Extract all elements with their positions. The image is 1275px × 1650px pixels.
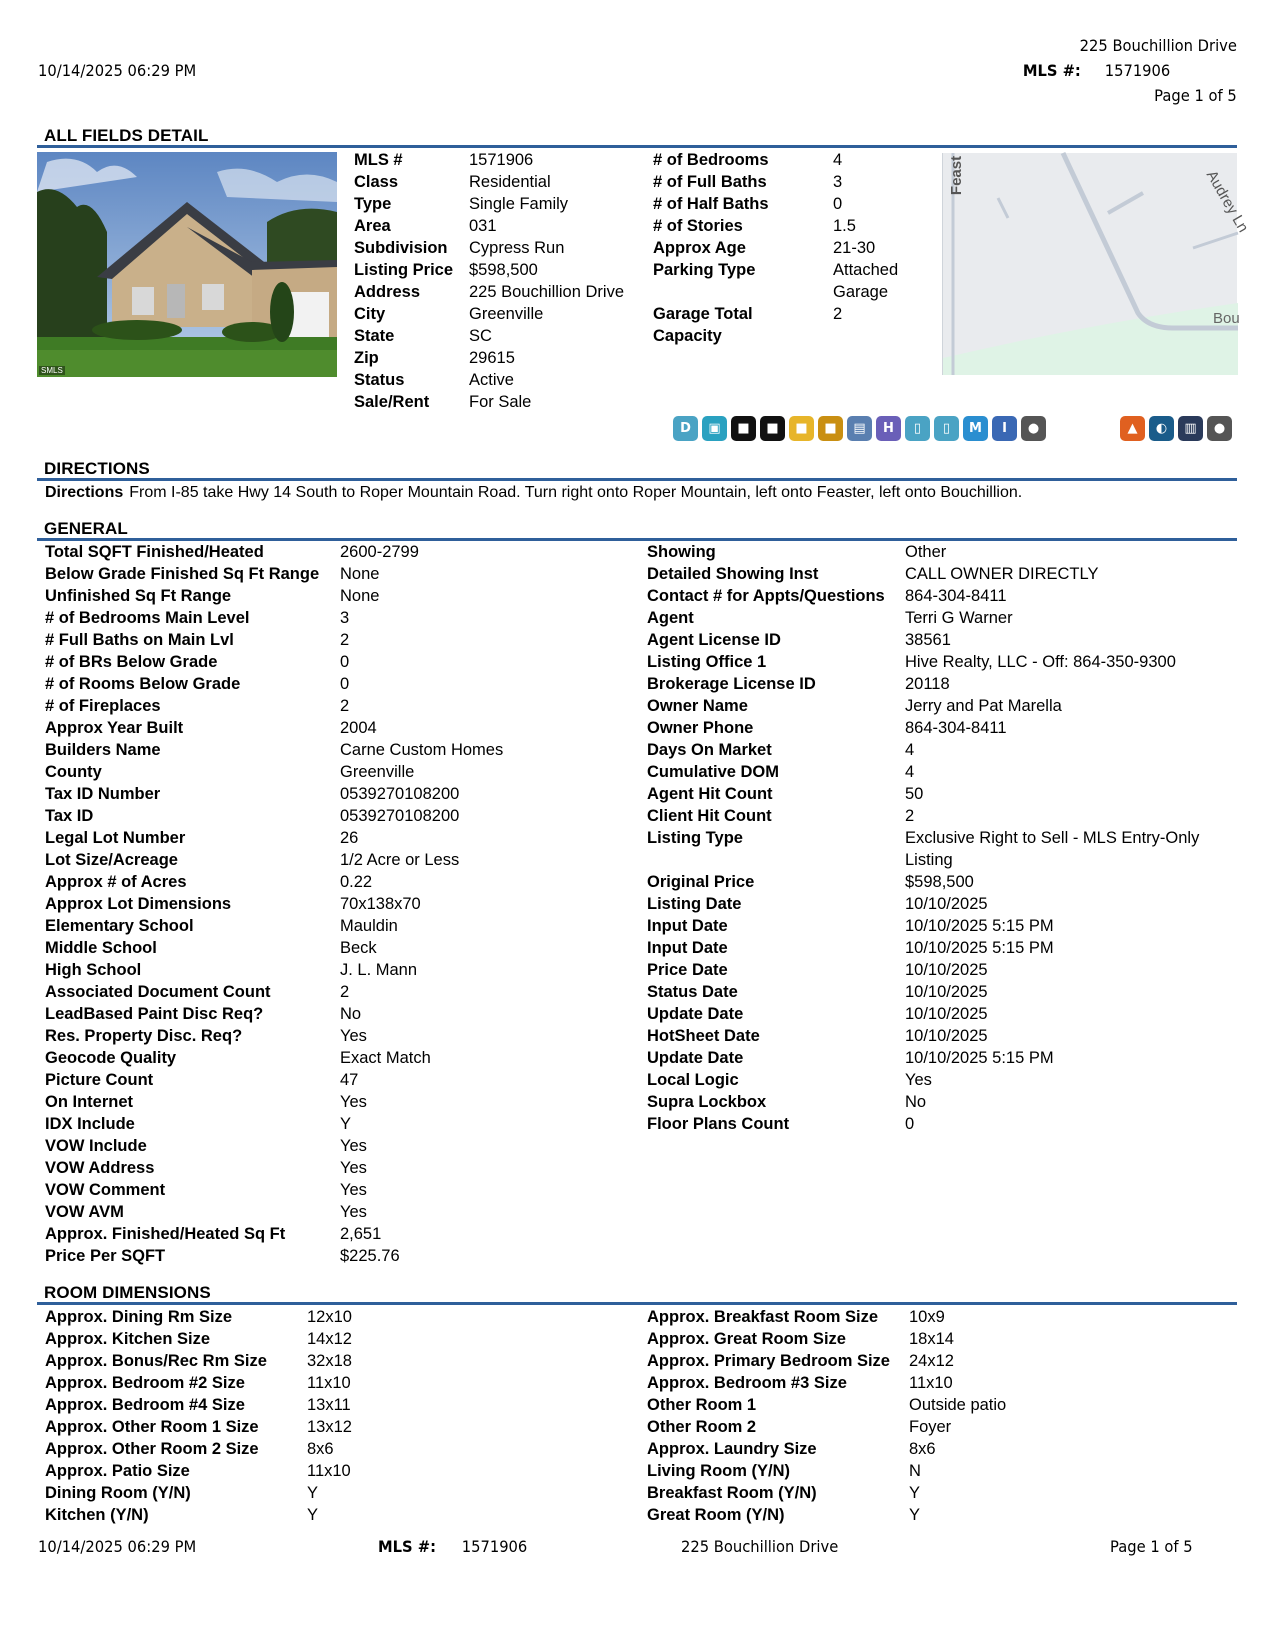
field-label: Class bbox=[354, 173, 399, 191]
field-label: VOW Address bbox=[45, 1159, 155, 1177]
section-title-general: GENERAL bbox=[44, 519, 128, 538]
field-value: 2 bbox=[833, 305, 843, 323]
field-value: 864-304-8411 bbox=[905, 719, 1007, 737]
lock-icon[interactable]: ▲ bbox=[1120, 416, 1145, 441]
field-label: Breakfast Room (Y/N) bbox=[647, 1484, 817, 1502]
field-label: Approx. Other Room 2 Size bbox=[45, 1440, 259, 1458]
field-label: Listing Type bbox=[647, 829, 743, 847]
header-address: 225 Bouchillion Drive bbox=[1079, 36, 1237, 55]
field-label: Status bbox=[354, 371, 405, 389]
field-label: Approx. Great Room Size bbox=[647, 1330, 846, 1348]
field-label: Listing Price bbox=[354, 261, 454, 279]
field-value: 11x10 bbox=[307, 1462, 351, 1480]
field-value: 0539270108200 bbox=[340, 807, 460, 825]
field-value: 2 bbox=[340, 983, 350, 1001]
field-label: Kitchen (Y/N) bbox=[45, 1506, 149, 1524]
field-value: 225 Bouchillion Drive bbox=[469, 283, 625, 301]
field-value: 1571906 bbox=[469, 151, 534, 169]
field-value: 3 bbox=[340, 609, 350, 627]
field-label: Approx. Breakfast Room Size bbox=[647, 1308, 879, 1326]
field-value: 21-30 bbox=[833, 239, 876, 257]
field-label: Builders Name bbox=[45, 741, 161, 759]
field-value: Yes bbox=[340, 1027, 367, 1045]
field-label: Associated Document Count bbox=[45, 983, 271, 1001]
field-value: N bbox=[909, 1462, 921, 1480]
field-value: Residential bbox=[469, 173, 551, 191]
field-value: 4 bbox=[833, 151, 843, 169]
field-value: Attached bbox=[833, 261, 899, 279]
field-label: County bbox=[45, 763, 102, 781]
field-label: Res. Property Disc. Req? bbox=[45, 1027, 243, 1045]
field-label: # of Fireplaces bbox=[45, 697, 161, 715]
field-label: Living Room (Y/N) bbox=[647, 1462, 790, 1480]
folder-dark-icon[interactable]: ■ bbox=[818, 416, 843, 441]
field-value: Yes bbox=[340, 1159, 367, 1177]
field-label: Subdivision bbox=[354, 239, 448, 257]
field-label: Showing bbox=[647, 543, 716, 561]
field-value: Greenville bbox=[469, 305, 544, 323]
field-label: Parking Type bbox=[653, 261, 756, 279]
field-value: 4 bbox=[905, 741, 915, 759]
field-value: 0 bbox=[340, 675, 350, 693]
field-label: Floor Plans Count bbox=[647, 1115, 790, 1133]
field-label: Tax ID Number bbox=[45, 785, 161, 803]
field-value: 1.5 bbox=[833, 217, 856, 235]
field-value: Yes bbox=[340, 1203, 367, 1221]
section-title-all-fields: ALL FIELDS DETAIL bbox=[44, 126, 209, 145]
field-value: 10/10/2025 5:15 PM bbox=[905, 939, 1054, 957]
m-icon[interactable]: M bbox=[963, 416, 988, 441]
field-value: 0 bbox=[340, 653, 350, 671]
field-label: Status Date bbox=[647, 983, 738, 1001]
field-value: 50 bbox=[905, 785, 924, 803]
field-label: Agent License ID bbox=[647, 631, 781, 649]
section-rule bbox=[37, 145, 1237, 148]
field-label: Below Grade Finished Sq Ft Range bbox=[45, 565, 320, 583]
field-value: Active bbox=[469, 371, 514, 389]
field-label: Brokerage License ID bbox=[647, 675, 816, 693]
field-value: 32x18 bbox=[307, 1352, 352, 1370]
field-label: LeadBased Paint Disc Req? bbox=[45, 1005, 264, 1023]
header-datetime: 10/14/2025 06:29 PM bbox=[38, 61, 197, 80]
property-photo[interactable] bbox=[37, 152, 337, 377]
field-label: # of Bedrooms bbox=[653, 151, 769, 169]
map-street-label-audrey: Audrey Ln bbox=[1202, 167, 1252, 236]
field-label: VOW AVM bbox=[45, 1203, 124, 1221]
field-label: State bbox=[354, 327, 395, 345]
field-label: Original Price bbox=[647, 873, 755, 891]
field-value: 11x10 bbox=[307, 1374, 351, 1392]
field-value: For Sale bbox=[469, 393, 532, 411]
field-value: $225.76 bbox=[340, 1247, 400, 1265]
field-value: 14x12 bbox=[307, 1330, 352, 1348]
section-title-room-dimensions: ROOM DIMENSIONS bbox=[44, 1283, 211, 1302]
field-value: 4 bbox=[905, 763, 915, 781]
house-photo-image bbox=[37, 152, 337, 377]
field-label: # of Stories bbox=[653, 217, 743, 235]
field-value: 38561 bbox=[905, 631, 951, 649]
field-label: Cumulative DOM bbox=[647, 763, 780, 781]
field-label: Update Date bbox=[647, 1049, 744, 1067]
field-value: 0 bbox=[905, 1115, 915, 1133]
field-value: 0 bbox=[833, 195, 843, 213]
field-value: 10/10/2025 bbox=[905, 895, 988, 913]
section-rule bbox=[37, 478, 1237, 481]
field-value: 10/10/2025 bbox=[905, 1027, 988, 1045]
field-label: Listing Date bbox=[647, 895, 742, 913]
field-value: Y bbox=[909, 1506, 921, 1524]
field-label: # Full Baths on Main Lvl bbox=[45, 631, 234, 649]
field-value: None bbox=[340, 565, 380, 583]
footer-mls bbox=[378, 1537, 527, 1557]
field-label: Great Room (Y/N) bbox=[647, 1506, 785, 1524]
doc-icon[interactable]: ▯ bbox=[905, 416, 930, 441]
field-label: Approx. Bedroom #4 Size bbox=[45, 1396, 245, 1414]
tool-icons-right bbox=[1120, 416, 1232, 442]
field-label: Middle School bbox=[45, 939, 157, 957]
field-value: 3 bbox=[833, 173, 843, 191]
field-label: Zip bbox=[354, 349, 379, 367]
field-label: Unfinished Sq Ft Range bbox=[45, 587, 232, 605]
footer-mls-value: 1571906 bbox=[461, 1537, 528, 1556]
field-label: Input Date bbox=[647, 917, 728, 935]
field-value: 10/10/2025 5:15 PM bbox=[905, 917, 1054, 935]
field-value: Yes bbox=[905, 1071, 932, 1089]
map-street-label-feaster: Feast bbox=[948, 155, 966, 196]
field-label: Other Room 1 bbox=[647, 1396, 757, 1414]
field-label: Detailed Showing Inst bbox=[647, 565, 819, 583]
field-value: Hive Realty, LLC - Off: 864-350-9300 bbox=[905, 653, 1176, 671]
field-label: Approx. Other Room 1 Size bbox=[45, 1418, 259, 1436]
field-value: 10x9 bbox=[909, 1308, 945, 1326]
field-value: None bbox=[340, 587, 380, 605]
field-label: Agent bbox=[647, 609, 694, 627]
field-value: Y bbox=[307, 1484, 319, 1502]
field-label: Owner Phone bbox=[647, 719, 754, 737]
field-label: Capacity bbox=[653, 327, 722, 345]
field-value: 10/10/2025 bbox=[905, 983, 988, 1001]
field-label: Lot Size/Acreage bbox=[45, 851, 178, 869]
field-label: High School bbox=[45, 961, 142, 979]
field-value: 24x12 bbox=[909, 1352, 954, 1370]
field-value: 20118 bbox=[905, 675, 950, 693]
field-label: Update Date bbox=[647, 1005, 744, 1023]
field-label: # of Half Baths bbox=[653, 195, 769, 213]
field-value: 13x12 bbox=[307, 1418, 352, 1436]
field-value: 2 bbox=[340, 631, 350, 649]
map-streets bbox=[943, 153, 1238, 375]
map-street-label-bouchillion: Bou bbox=[1213, 310, 1240, 327]
field-label: Approx. Dining Rm Size bbox=[45, 1308, 233, 1326]
field-value: Exclusive Right to Sell - MLS Entry-Only bbox=[905, 829, 1200, 847]
field-value: 12x10 bbox=[307, 1308, 352, 1326]
field-label: Price Per SQFT bbox=[45, 1247, 166, 1265]
field-value: Outside patio bbox=[909, 1396, 1007, 1414]
h-icon[interactable]: H bbox=[876, 416, 901, 441]
field-value: Yes bbox=[340, 1181, 367, 1199]
field-label: Sale/Rent bbox=[354, 393, 430, 411]
field-label: Input Date bbox=[647, 939, 728, 957]
field-label: Elementary School bbox=[45, 917, 194, 935]
footer-page-number: Page 1 of 5 bbox=[1110, 1537, 1193, 1556]
field-label: MLS # bbox=[354, 151, 403, 169]
d-icon[interactable]: D bbox=[673, 416, 698, 441]
field-value: 10/10/2025 bbox=[905, 1005, 988, 1023]
section-title-directions: DIRECTIONS bbox=[44, 459, 150, 478]
field-label: Approx. Finished/Heated Sq Ft bbox=[45, 1225, 286, 1243]
field-value: Exact Match bbox=[340, 1049, 431, 1067]
field-value: No bbox=[340, 1005, 362, 1023]
field-value: Y bbox=[307, 1506, 319, 1524]
field-label: Approx. Primary Bedroom Size bbox=[647, 1352, 890, 1370]
field-value: Listing bbox=[905, 851, 953, 869]
field-value: 70x138x70 bbox=[340, 895, 421, 913]
folder-yellow-icon[interactable]: ■ bbox=[789, 416, 814, 441]
field-value: 11x10 bbox=[909, 1374, 953, 1392]
field-value: Foyer bbox=[909, 1418, 952, 1436]
header-mls-value: 1571906 bbox=[1104, 61, 1170, 80]
field-label: Approx # of Acres bbox=[45, 873, 187, 891]
field-label: Dining Room (Y/N) bbox=[45, 1484, 191, 1502]
field-value: $598,500 bbox=[469, 261, 538, 279]
directions-row bbox=[45, 483, 1022, 503]
section-rule bbox=[37, 1302, 1237, 1305]
field-label: Geocode Quality bbox=[45, 1049, 177, 1067]
field-label: Agent Hit Count bbox=[647, 785, 773, 803]
color-wheel-icon[interactable]: ● bbox=[1207, 416, 1232, 441]
field-value: Garage bbox=[833, 283, 889, 301]
field-label: Approx Age bbox=[653, 239, 746, 257]
field-value: 2 bbox=[340, 697, 350, 715]
field-value: Greenville bbox=[340, 763, 415, 781]
field-value: 8x6 bbox=[307, 1440, 334, 1458]
field-label: Approx. Bedroom #3 Size bbox=[647, 1374, 847, 1392]
field-label: Days On Market bbox=[647, 741, 772, 759]
field-label: Approx Lot Dimensions bbox=[45, 895, 232, 913]
field-value: Terri G Warner bbox=[905, 609, 1013, 627]
info-icon[interactable]: I bbox=[992, 416, 1017, 441]
field-value: 031 bbox=[469, 217, 497, 235]
photo-watermark-logo: SMLS bbox=[41, 366, 63, 375]
field-label: # of BRs Below Grade bbox=[45, 653, 218, 671]
field-label: Listing Office 1 bbox=[647, 653, 767, 671]
field-value: 8x6 bbox=[909, 1440, 936, 1458]
field-value: Other bbox=[905, 543, 947, 561]
field-label: Total SQFT Finished/Heated bbox=[45, 543, 264, 561]
field-label: # of Full Baths bbox=[653, 173, 767, 191]
field-value: $598,500 bbox=[905, 873, 974, 891]
field-value: 0.22 bbox=[340, 873, 373, 891]
field-label: Supra Lockbox bbox=[647, 1093, 767, 1111]
field-label: Approx. Bonus/Rec Rm Size bbox=[45, 1352, 267, 1370]
field-value: 0539270108200 bbox=[340, 785, 460, 803]
field-value: Yes bbox=[340, 1137, 367, 1155]
field-label: Area bbox=[354, 217, 391, 235]
swirl-icon[interactable]: ◐ bbox=[1149, 416, 1174, 441]
field-value: 2600-2799 bbox=[340, 543, 419, 561]
field-value: 29615 bbox=[469, 349, 515, 367]
field-value: CALL OWNER DIRECTLY bbox=[905, 565, 1099, 583]
field-value: 2,651 bbox=[340, 1225, 382, 1243]
location-map[interactable] bbox=[942, 153, 1252, 375]
chart-icon[interactable]: ▥ bbox=[1178, 416, 1203, 441]
field-label: VOW Comment bbox=[45, 1181, 166, 1199]
field-value: 2004 bbox=[340, 719, 377, 737]
field-label: On Internet bbox=[45, 1093, 134, 1111]
tool-icons-left bbox=[673, 416, 1046, 442]
field-value: Yes bbox=[340, 1093, 367, 1111]
field-label: VOW Include bbox=[45, 1137, 147, 1155]
globe-icon[interactable]: ● bbox=[1021, 416, 1046, 441]
directions-text: From I-85 take Hwy 14 South to Roper Mountain Road. Turn right onto Roper Mountain, left onto Feaster, left onto Bouchillion. bbox=[129, 484, 1023, 501]
field-label: Other Room 2 bbox=[647, 1418, 757, 1436]
photo-icon[interactable]: ▣ bbox=[702, 416, 727, 441]
field-label: IDX Include bbox=[45, 1115, 135, 1133]
footer-mls-label: MLS #: bbox=[378, 1537, 436, 1556]
field-label: # of Rooms Below Grade bbox=[45, 675, 241, 693]
field-label: Legal Lot Number bbox=[45, 829, 186, 847]
field-value: SC bbox=[469, 327, 492, 345]
field-value: J. L. Mann bbox=[340, 961, 418, 979]
field-label: Approx. Laundry Size bbox=[647, 1440, 817, 1458]
field-label: Address bbox=[354, 283, 421, 301]
field-label: Approx. Patio Size bbox=[45, 1462, 190, 1480]
field-value: 26 bbox=[340, 829, 359, 847]
directions-label: Directions bbox=[45, 484, 124, 501]
field-value: 10/10/2025 5:15 PM bbox=[905, 1049, 1054, 1067]
field-label: Client Hit Count bbox=[647, 807, 772, 825]
field-value: 1/2 Acre or Less bbox=[340, 851, 460, 869]
field-label: Contact # for Appts/Questions bbox=[647, 587, 885, 605]
field-value: 18x14 bbox=[909, 1330, 954, 1348]
field-value: 47 bbox=[340, 1071, 359, 1089]
header-mls-label: MLS #: bbox=[1022, 61, 1081, 80]
field-value: 864-304-8411 bbox=[905, 587, 1007, 605]
field-value: Y bbox=[909, 1484, 921, 1502]
field-value: Jerry and Pat Marella bbox=[905, 697, 1062, 715]
field-value: Beck bbox=[340, 939, 377, 957]
field-value: 10/10/2025 bbox=[905, 961, 988, 979]
field-label: City bbox=[354, 305, 386, 323]
header-mls bbox=[1023, 61, 1170, 81]
field-label: Garage Total bbox=[653, 305, 753, 323]
field-label: Picture Count bbox=[45, 1071, 154, 1089]
field-label: Price Date bbox=[647, 961, 728, 979]
folder-icon[interactable]: ■ bbox=[731, 416, 756, 441]
footer-datetime: 10/14/2025 06:29 PM bbox=[38, 1537, 197, 1556]
footer-address: 225 Bouchillion Drive bbox=[681, 1537, 839, 1556]
field-label: Owner Name bbox=[647, 697, 748, 715]
header-page-number: Page 1 of 5 bbox=[1154, 86, 1237, 105]
field-value: Y bbox=[340, 1115, 352, 1133]
field-value: No bbox=[905, 1093, 927, 1111]
field-value: 2 bbox=[905, 807, 915, 825]
field-label: Approx. Bedroom #2 Size bbox=[45, 1374, 245, 1392]
field-value: Mauldin bbox=[340, 917, 398, 935]
car-icon[interactable]: ▤ bbox=[847, 416, 872, 441]
field-label: Tax ID bbox=[45, 807, 94, 825]
field-label: Approx. Kitchen Size bbox=[45, 1330, 211, 1348]
field-value: Carne Custom Homes bbox=[340, 741, 504, 759]
field-label: Type bbox=[354, 195, 392, 213]
field-label: Local Logic bbox=[647, 1071, 739, 1089]
print-icon[interactable]: ■ bbox=[760, 416, 785, 441]
field-label: # of Bedrooms Main Level bbox=[45, 609, 250, 627]
field-value: Single Family bbox=[469, 195, 569, 213]
field-value: Cypress Run bbox=[469, 239, 565, 257]
doc2-icon[interactable]: ▯ bbox=[934, 416, 959, 441]
field-label: HotSheet Date bbox=[647, 1027, 760, 1045]
field-value: 13x11 bbox=[307, 1396, 351, 1414]
field-label: Approx Year Built bbox=[45, 719, 184, 737]
